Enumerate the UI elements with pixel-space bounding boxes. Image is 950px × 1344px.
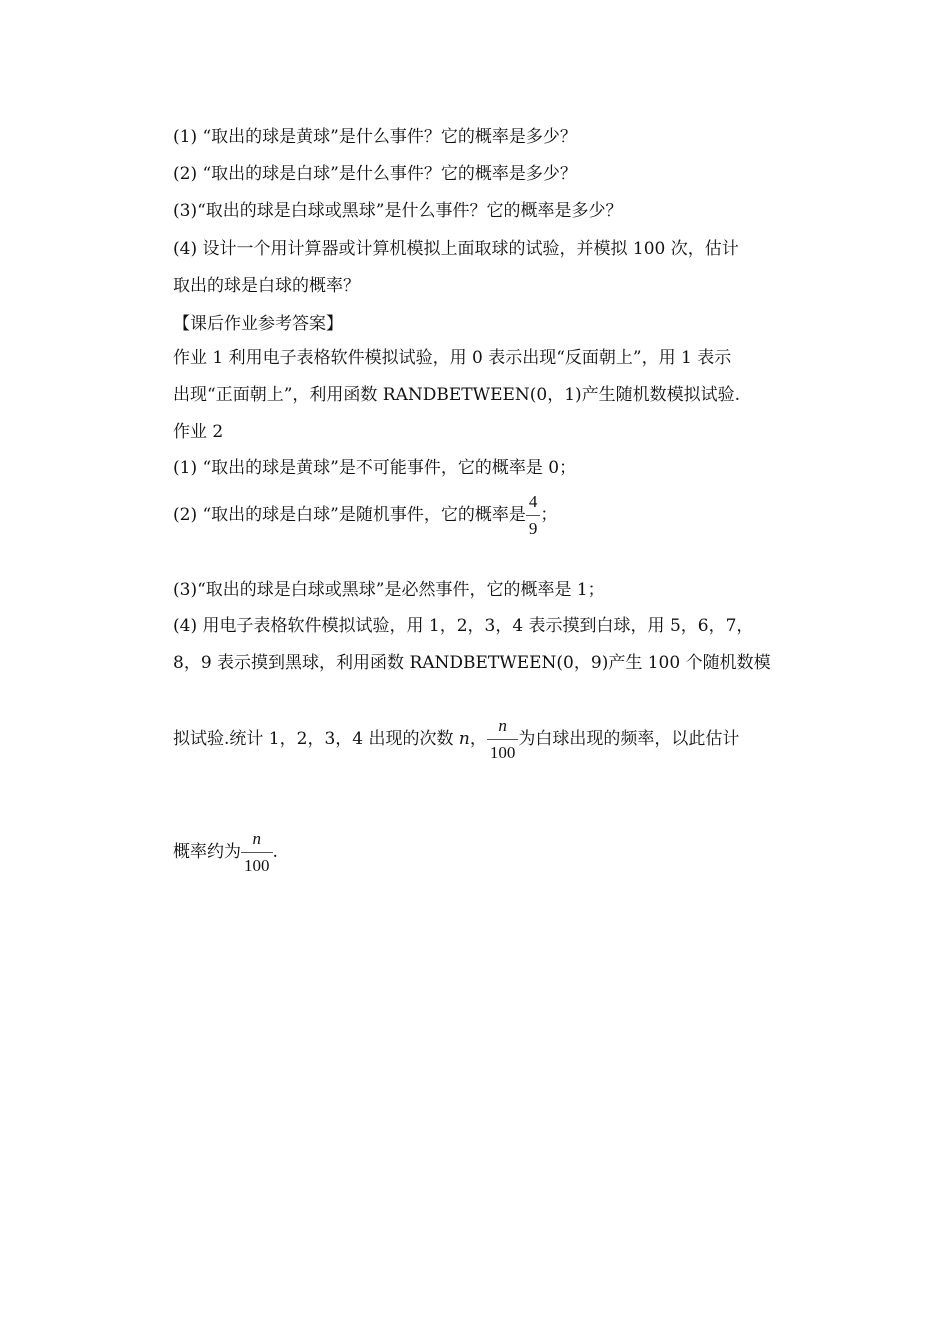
homework-2-answer-3: (3)“取出的球是白球或黑球”是必然事件，它的概率是 1； [173, 580, 605, 600]
fraction-n-over-100 [487, 715, 519, 764]
answer-2-tail: ； [540, 505, 558, 525]
homework-1-line-2: 出现“正面朝上”，利用函数 RANDBETWEEN(0，1)产生随机数模拟试验. [173, 385, 741, 405]
variable-n: n [458, 729, 470, 749]
fraction-four-ninths [526, 491, 541, 540]
fraction-denominator: 100 [244, 856, 270, 875]
answer-4-comma: ， [469, 729, 487, 749]
answer-4-line-3-tail: 为白球出现的频率，以此估计 [518, 729, 740, 749]
answer-4-line-3-text: 拟试验.统计 1，2，3，4 出现的次数 [173, 729, 454, 749]
fraction-numerator: 4 [526, 491, 541, 516]
fraction-numerator: n [241, 828, 273, 853]
fraction-denominator: 100 [489, 743, 516, 762]
homework-1-line-1: 作业 1 利用电子表格软件模拟试验，用 0 表示出现“反面朝上”，用 1 表示 [173, 348, 732, 368]
question-2: (2) “取出的球是白球”是什么事件？它的概率是多少？ [173, 164, 577, 184]
answer-4-line-4-text: 概率约为 [173, 842, 241, 862]
homework-2-answer-2 [173, 491, 557, 540]
homework-2-answer-4-line-3 [173, 715, 739, 764]
question-4-line-1: (4) 设计一个用计算器或计算机模拟上面取球的试验，并模拟 100 次，估计 [173, 239, 739, 259]
homework-2-answer-4-line-4 [173, 828, 278, 877]
question-4-line-2: 取出的球是白球的概率？ [173, 276, 360, 296]
answers-heading: 【课后作业参考答案】 [173, 314, 343, 334]
fraction-n-over-100-final [241, 828, 273, 877]
question-1: (1) “取出的球是黄球”是什么事件？它的概率是多少？ [173, 127, 577, 147]
question-3: (3)“取出的球是白球或黑球”是什么事件？它的概率是多少？ [173, 201, 623, 221]
homework-2-title: 作业 2 [173, 422, 224, 442]
fraction-numerator: n [487, 715, 519, 740]
answer-4-line-4-tail: . [272, 842, 278, 862]
homework-2-answer-4-line-1: (4) 用电子表格软件模拟试验，用 1，2，3，4 表示摸到白球，用 5，6，7， [173, 616, 754, 636]
homework-2-answer-4-line-2: 8，9 表示摸到黑球，利用函数 RANDBETWEEN(0，9)产生 100 个随机数模 [173, 653, 771, 673]
answer-2-text: (2) “取出的球是白球”是随机事件，它的概率是 [173, 505, 526, 525]
homework-2-answer-1: (1) “取出的球是黄球”是不可能事件，它的概率是 0； [173, 458, 577, 478]
fraction-denominator: 9 [528, 519, 538, 538]
